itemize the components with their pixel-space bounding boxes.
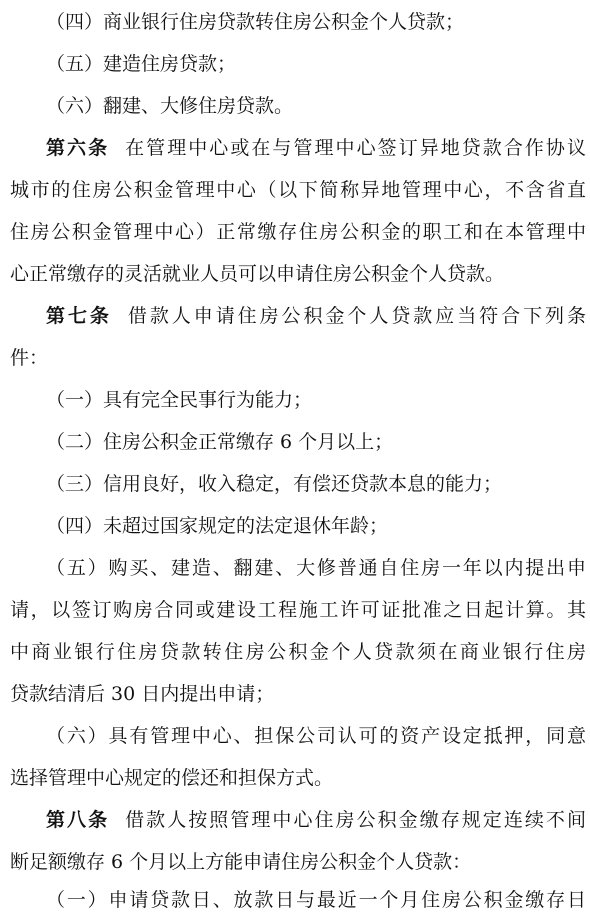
condition-3-text: （三）信用良好，收入稳定，有偿还贷款本息的能力； xyxy=(46,473,503,495)
condition-6-line-2: 选择管理中心规定的偿还和担保方式。 xyxy=(10,767,334,789)
condition-1-text: （一）具有完全民事行为能力； xyxy=(46,389,313,411)
condition-5-line-2: 请，以签订购房合同或建设工程施工许可证批准之日起计算。其 xyxy=(10,599,586,621)
clause-5-text: （五）建造住房贷款； xyxy=(46,53,237,75)
condition-2-text: （二）住房公积金正常缴存 6 个月以上； xyxy=(46,431,394,453)
article-7-first-line xyxy=(46,304,586,328)
article-6-line-2: 城市的住房公积金管理中心（以下简称异地管理中心，不含省直 xyxy=(10,179,586,201)
article-7-number: 第七条 xyxy=(46,305,112,327)
article-6-text: 在管理中心或在与管理中心签订异地贷款合作协议 xyxy=(125,137,586,159)
condition-4-text: （四）未超过国家规定的法定退休年龄； xyxy=(46,515,389,537)
article-7-text: 借款人申请住房公积金个人贷款应当符合下列条 xyxy=(127,305,586,327)
article-8-line-2: 断足额缴存 6 个月以上方能申请住房公积金个人贷款： xyxy=(10,851,472,873)
condition-5-line-1: （五）购买、建造、翻建、大修普通自住房一年以内提出申 xyxy=(46,557,586,579)
article-8-clause-1-line-1: （一）申请贷款日、放款日与最近一个月住房公积金缴存日 xyxy=(46,889,586,911)
article-8-number: 第八条 xyxy=(46,809,110,831)
article-8-text: 借款人按照管理中心住房公积金缴存规定连续不间 xyxy=(125,809,586,831)
article-6-first-line xyxy=(46,136,586,160)
article-6-number: 第六条 xyxy=(46,137,110,159)
article-8-first-line xyxy=(46,808,586,832)
clause-6-text: （六）翻建、大修住房贷款。 xyxy=(46,95,294,117)
condition-5-line-3: 中商业银行住房贷款转住房公积金个人贷款须在商业银行住房 xyxy=(10,641,586,663)
article-7-line-2: 件： xyxy=(10,347,49,369)
condition-6-line-1: （六）具有管理中心、担保公司认可的资产设定抵押，同意 xyxy=(46,725,586,747)
condition-5-line-4: 贷款结清后 30 日内提出申请； xyxy=(10,683,275,705)
article-6-line-4: 心正常缴存的灵活就业人员可以申请住房公积金个人贷款。 xyxy=(10,263,505,285)
clause-4-text: （四）商业银行住房贷款转住房公积金个人贷款； xyxy=(46,11,465,33)
article-6-line-3: 住房公积金管理中心）正常缴存住房公积金的职工和在本管理中 xyxy=(10,221,586,243)
